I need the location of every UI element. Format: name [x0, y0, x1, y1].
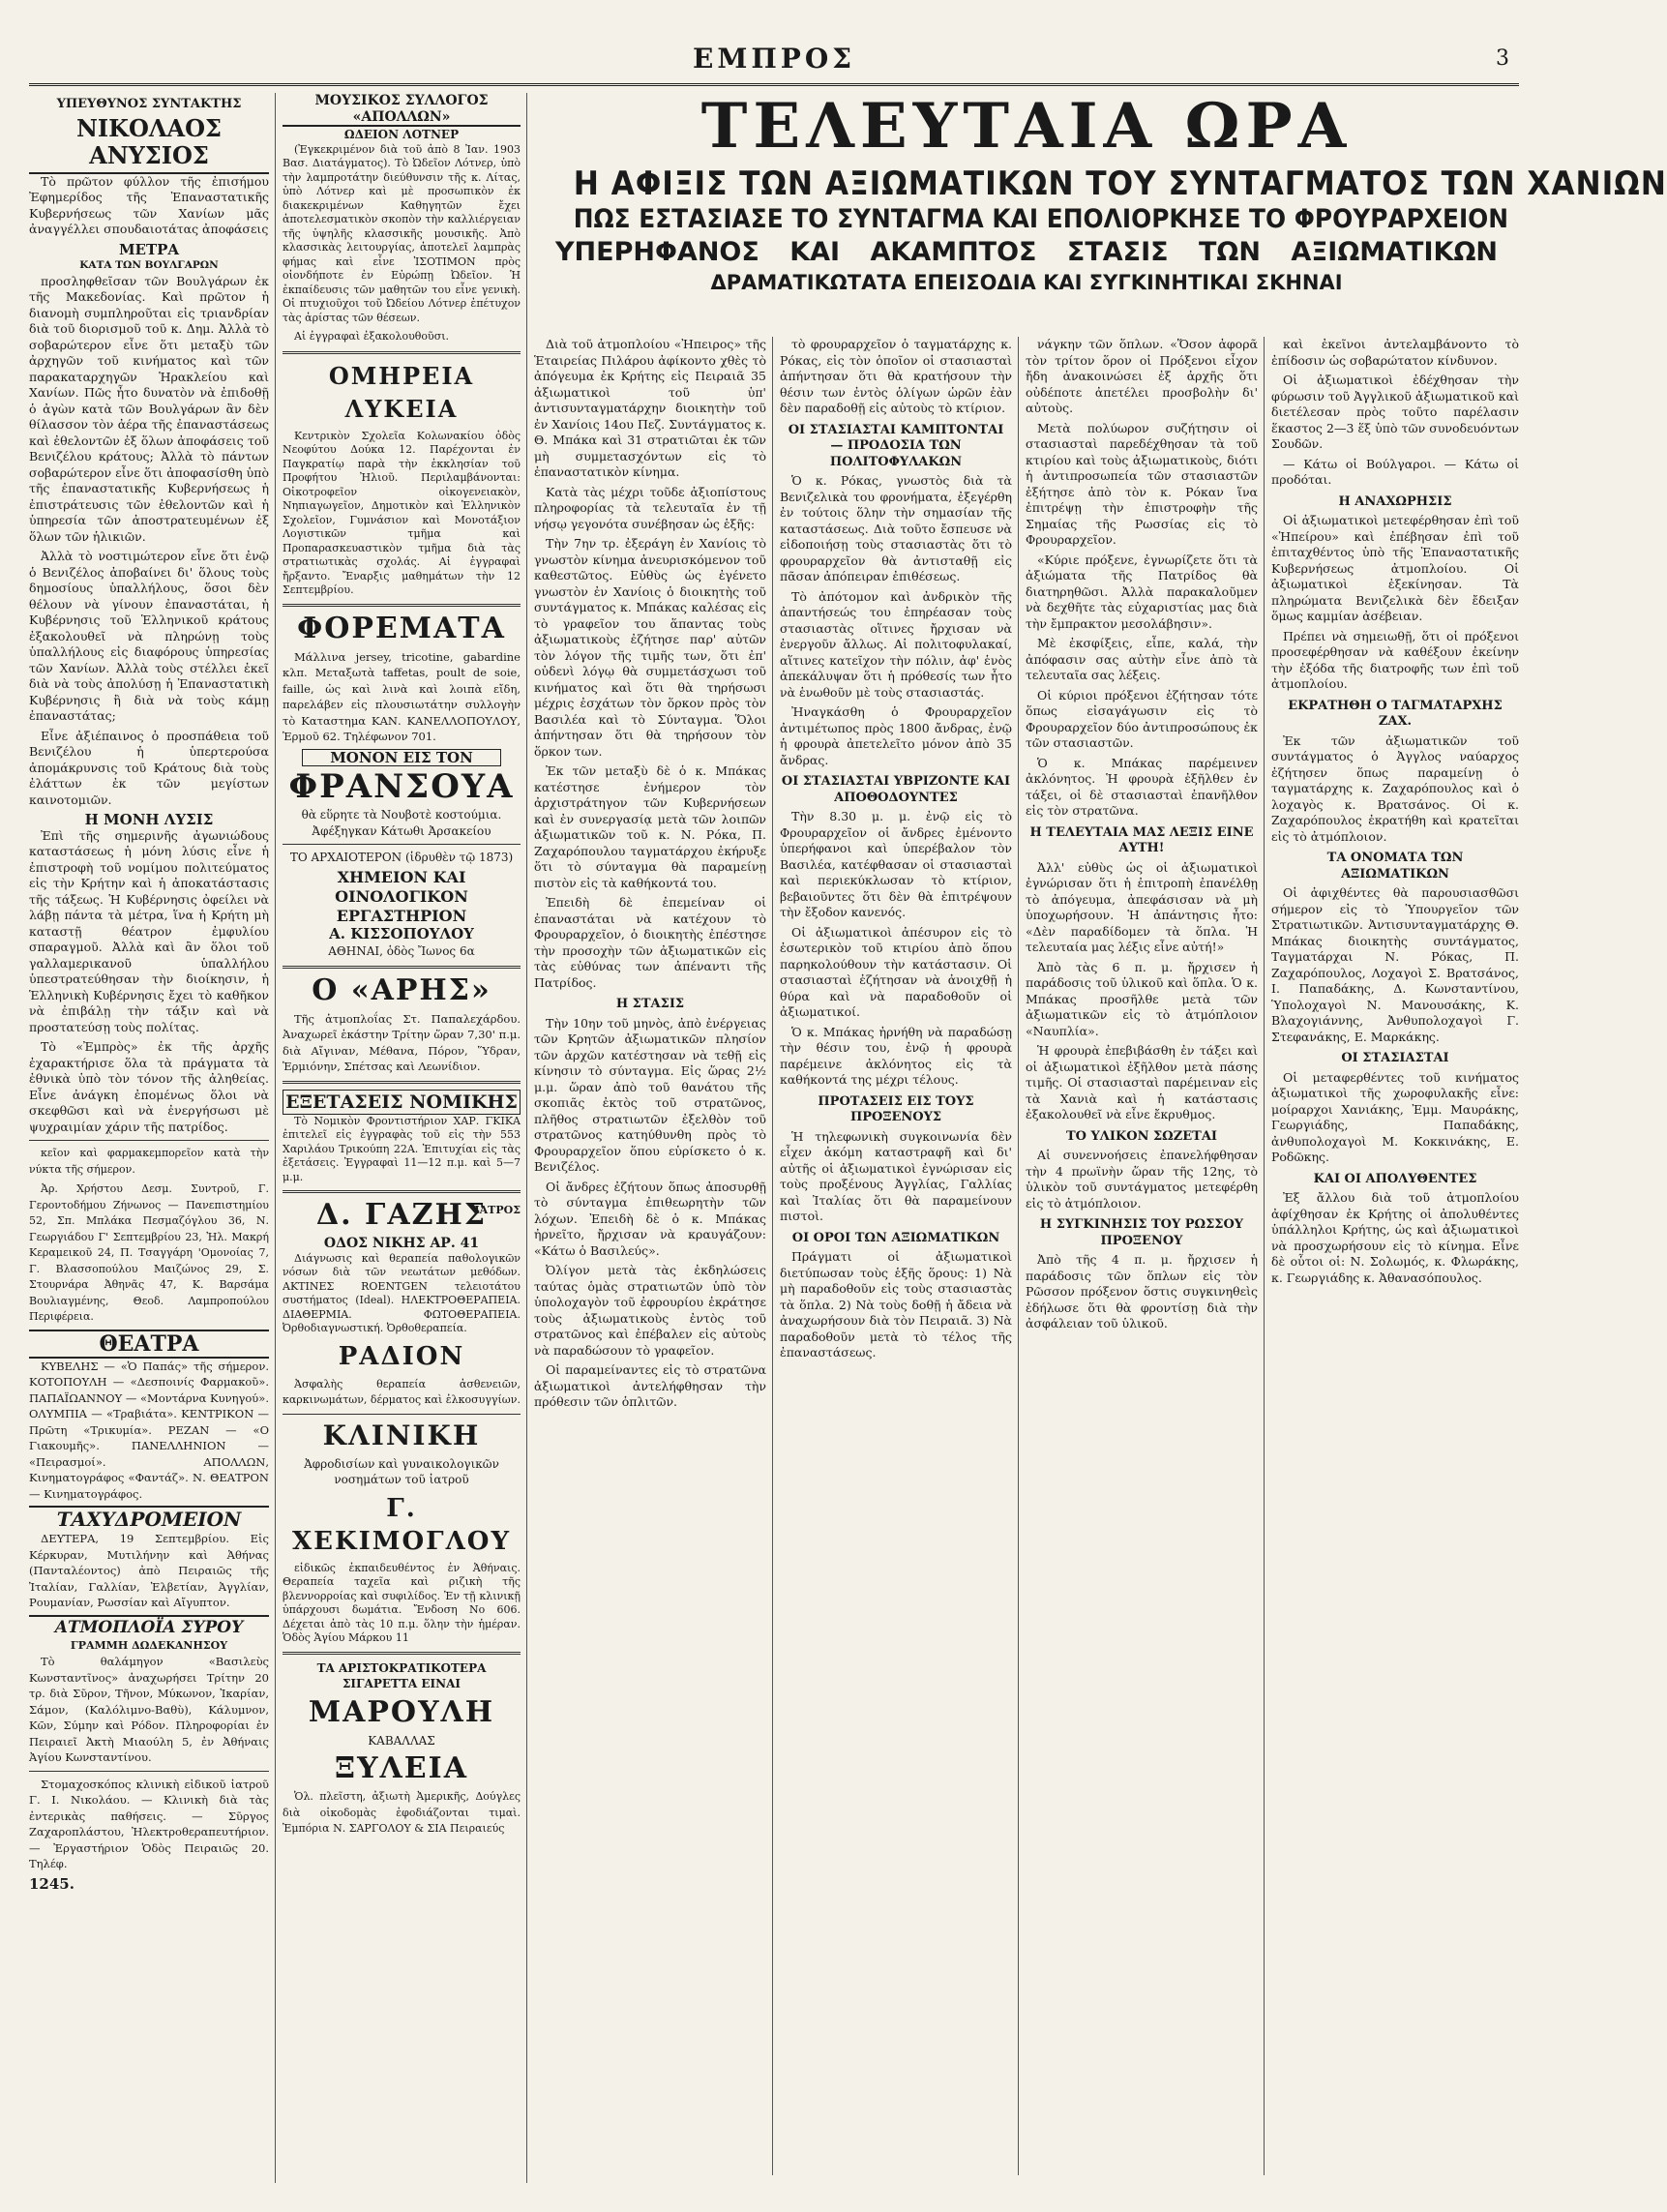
headline-line-5: ΔΡΑΜΑΤΙΚΩΤΑΤΑ ΕΠΕΙΣΟΔΙΑ ΚΑΙ ΣΥΓΚΙΝΗΤΙΚΑΙ ΣΚΗΝΑΙ [710, 271, 1343, 294]
xyleia-heading: ΞΥΛΕΙΑ [335, 1751, 468, 1785]
chem-heading: ΧΗΜΕΙΟΝ ΚΑΙ ΟΙΝΟΛΟΓΙΚΟΝ ΕΡΓΑΣΤΗΡΙΟΝ [335, 867, 468, 925]
chem-name: Α. ΚΙΣΣΟΠΟΥΛΟΥ [329, 924, 474, 942]
article-paragraph: «Κύριε πρόξενε, ἐγνωρίζετε ὅτι τὰ ἀξιώματα τῆς Πατρίδος θὰ διατηρηθῶσι. Ἀλλὰ παρακαλοῦμεν νὰ δεχθῆτε τὰς εὐχαριστίας μας διὰ τὴν ἔμπρακτον μεσολάβησιν». [1026, 552, 1258, 631]
article-paragraph: Οἱ παραμείναντες εἰς τὸ στρατῶνα ἀξιωματικοὶ ἀντελήφθησαν τὴν πρόθεσιν τῶν ὁπλιτῶν. [534, 1362, 766, 1409]
article-paragraph: Τὸ πρῶτον φύλλον τῆς ἐπισήμου Ἐφημερίδος τῆς Ἐπαναστατικῆς Κυβερνήσεως τῶν Χανίων μᾶς ἀναγγέλλει σπουδαιοτάτας ἀποφάσεις [29, 173, 269, 236]
radio-text: Ἀσφαλὴς θεραπεία ἀσθενειῶν, καρκινωμάτων, δέρματος καὶ ἐλκοσυγγίων. [283, 1377, 521, 1406]
article-paragraph: Ὁ κ. Μπάκας ἠρνήθη νὰ παραδώσῃ τὴν θέσιν του, ἐνῷ ἡ φρουρὰ παρέμεινε ἀκλόνητος εἰς τὰ καθήκοντά της μέχρι τέλους. [780, 1024, 1012, 1087]
pharmacy-list: Ἀρ. Χρήστου Δεσμ. Συντροῦ, Γ. Γεροντοδήμου Ζήνωνος — Πανεπιστημίου 52, Σπ. Μπλάκα Πεσμαζόγλου 36, Ν. Γεωργιάδου Γ' Σεπτεμβρίου 23, Ἠλ. Μακρή Κεραμεικοῦ 24, Π. Τσαγγάρη 'Ομονοίας 7, Γ. Βλασσοπούλου Μαιζώνος 29, Σ. Στουρνάρα Ἀθηνᾶς 47, Κ. Βαρσάμα Βουλιαγμένης, Θεοδ. Λαμπροπούλου Περιφέρεια. [29, 1182, 269, 1323]
section-heading: Η ΑΝΑΧΩΡΗΣΙΣ [1338, 493, 1452, 509]
article-paragraph: Τὸ ἀπότομον καὶ ἀνδρικὸν τῆς ἀπαντήσεώς του ἐπηρέασαν τοὺς στασιαστὰς οἵτινες ἤρχισαν νὰ ἐνεργοῦν ἄλλως. Αἱ πολιτοφυλακαί, αἵτινες κατεῖχον τὴν πόλιν, ἀφ' ἑνὸς ἀπεκάλυψαν ὅτι ἡ πρόθεσίς των ἦτο νὰ ἑνωθοῦν μὲ τοὺς στασιαστάς. [780, 588, 1012, 700]
divider [283, 351, 521, 354]
francoua-text: θὰ εὕρητε τὰ Νουβοτὲ κοστούμια. Ἀφέξηγκαν Κάτωθι Ἀρσακείου [301, 808, 502, 838]
article-paragraph: Οἱ ἄνδρες ἐζήτουν ὅπως ἀποσυρθῇ τὸ σύνταγμα ἐπιθεωρητὴν τῶν λόχων. Ἐπειδὴ δὲ ὁ κ. Μπάκας ἠρνεῖτο, ἤρχισαν νὰ κραυγάζουν: «Κάτω ὁ Βασιλεύς». [534, 1179, 766, 1258]
article-paragraph: Ὁ κ. Μπάκας παρέμεινεν ἀκλόνητος. Ἡ φρουρὰ ἐξῆλθεν ἐν τάξει, οἱ δὲ στασιασταὶ ἐπανῆλθον εἰς τὸν στρατῶνα. [1026, 755, 1258, 818]
section-heading: ΟΙ ΟΡΟΙ ΤΩΝ ΑΞΙΩΜΑΤΙΚΩΝ [791, 1230, 1000, 1245]
divider [283, 966, 521, 969]
article-paragraph: Οἱ ἀξιωματικοὶ ἐδέχθησαν τὴν φύρωσιν τοῦ Ἀγγλικοῦ ἀξιωματικοῦ καὶ διετέλεσαν πρὸς τοῦτο παρέλασιν ἕκαστος 2—3 ἕξ ὑπὸ τῶν συνοδευόντων Σουδῶν. [1271, 373, 1519, 451]
gazis-address: ΟΔΟΣ ΝΙΚΗΣ ΑΡ. 41 [323, 1236, 480, 1251]
article-paragraph: Ἐπειδὴ δὲ ἐπεμείναν οἱ ἐπαναστάται νὰ κατέχουν τὸ Φρουραρχεῖον, ὁ διοικητὴς ἐπέστησε τὴν προσοχὴν τῶν ἀξιωματικῶν εἰς τὰς εὐθύνας των ἀπέναντι τῆς Πατρίδος. [534, 895, 766, 990]
article-paragraph: Τὴν 10ην τοῦ μηνὸς, ἀπὸ ἐνέργειας τῶν Κρητῶν ἀξιωματικῶν πλησίον τῶν ἀρχῶν κατέστησαν νὰ τεθῇ εἰς κίνησιν τὸ σύνταγμα. Εἰς ὥρας 2½ μ.μ. ὥραν ἀπὸ τοῦ θανάτου τῆς σκοπιᾶς ἐκτὸς τοῦ στρατῶνος, πλῆθος στρατιωτῶν ἐξελθὸν τοῦ στρατῶνος κατηύθυνθη πρὸς τὸ Φρουραρχεῖον ὅπου εὑρίσκετο ὁ κ. Βενιζέλος. [534, 1015, 766, 1174]
article-paragraph: Πρέπει νὰ σημειωθῇ, ὅτι οἱ πρόξενοι προσεφέρθησαν νὰ καθέξουν ἐκείνην τὴν ἐξόδα τῆς διατροφῆς των ἐπὶ τοῦ ἀτμοπλοίου. [1271, 628, 1519, 691]
ares-heading: Ο «ΑΡΗΣ» [312, 972, 491, 1007]
article-paragraph: Ἀλλὰ τὸ νοστιμώτερον εἶνε ὅτι ἐνῷ ὁ Βενιζέλος ἀποβαίνει δι' ὅλους τοὺς δημοσίους ὑπαλλήλους, ὅσοι δὲν θέλουν νὰ γίνουν ἐπαναστάται, ἡ Κυβέρνησις τοῦ Ἑλληνικοῦ κράτους ἐξακολουθεῖ νὰ πληρώνῃ τοὺς ὑπαλλήλους εἰς διαφόρους ὑπηρεσίας τῶν Χανίων. Ἀλλὰ τοὺς στέλλει ἐκεῖ διὰ νὰ τοὺς ἀπολύσῃ ἡ Ἐπαναστατικὴ Κυβέρνησις ἢ διὰ νὰ τοὺς κάμῃ ἐπαναστάτας; [29, 549, 269, 723]
ships-heading: ΑΤΜΟΠΛΟΪΑ ΣΥΡΟΥ [29, 1615, 269, 1638]
divider [283, 1414, 521, 1415]
gazis-tag: ΙΑΤΡΟΣ [474, 1204, 521, 1216]
xeki-text: εἰδικῶς ἐκπαιδευθέντος ἐν Ἀθήναις. Θεραπεία ταχεῖα καὶ ριζικὴ τῆς βλεννορροίας καὶ συφιλίδος. Ἐν τῇ κλινικῇ ὑπάρχουσι δωμάτια. Ἔνδοση Νο 606. Δέχεται ἀπὸ τὰς 10 π.μ. ὅλην τὴν ἡμέραν. Ὁδὸς Ἁγίου Μάρκου 11 [283, 1561, 521, 1644]
article-paragraph: Ἀπὸ τὰς 6 π. μ. ἤρχισεν ἡ παράδοσις τοῦ ὑλικοῦ καὶ ὅπλα. Ὁ κ. Μπάκας προσῆλθε μετὰ τῶν ἀξιωματικῶν εἰς τὸ ἀτμόπλοιον «Ναυπλία». [1026, 959, 1258, 1038]
divider [283, 1652, 521, 1655]
xeki-heading: Γ. ΧΕΚΙΜΟΓΛΟΥ [291, 1493, 512, 1556]
article-paragraph: Πράγματι οἱ ἀξιωματικοὶ διετύπωσαν τοὺς ἑξῆς ὅρους: 1) Νὰ μὴ παραδοθοῦν εἰς τοὺς στασιαστὰς τὰ ὅπλα. 2) Νὰ τοὺς δοθῇ ἡ ἄδεια νὰ ἀναχωρήσουν διὰ τὸν Πειραιᾶ. 3) Νὰ παραδοθοῦν μετὰ τὸ τέλος τῆς ἐπαναστάσεως. [780, 1249, 1012, 1360]
newspaper-page [29, 39, 1667, 2187]
theatres-list: ΚΥΒΕΛΗΣ — «Ὁ Παπάς» τῆς σήμερον. ΚΟΤΟΠΟΥΛΗ — «Δεσποινίς Φαρμακοῦ». ΠΑΠΑΪΩΑΝΝΟΥ — «Μοντάρνα Κυνηγού». ΟΛΥΜΠΙΑ — «Τραβιάτα». ΚΕΝΤΡΙΚΟΝ — Πρῶτη «Τρικυμία». ΡΕΖΑΝ — «Ο Γιακουμῆς». ΠΑΝΕΛΛΗΝΙΟΝ — «Πειρασμοί». ΑΠΟΛΛΩΝ, Κινηματογράφος «Φαντάζ». Ν. ΘΕΑΤΡΟΝ — Κινηματογράφος. [29, 1359, 269, 1501]
section-heading: Η ΤΕΛΕΥΤΑΙΑ ΜΑΣ ΛΕΞΙΣ ΕΙΝΕ ΑΥΤΗ! [1029, 824, 1254, 855]
francoua-heading: ΦΡΑΝΣΟΥΑ [288, 767, 515, 806]
divider [283, 844, 521, 845]
page-number: 3 [1496, 46, 1509, 71]
article-paragraph: Οἱ ἀφιχθέντες θὰ παρουσιασθῶσι σήμερον εἰς τὸ Ὑπουργεῖον τῶν Στρατιωτικῶν. Ἀντισυνταγματάρχης Θ. Μπάκας διοικητὴς συντάγματος, Ταγματάρχαι Ν. Ρόκας, Π. Ζαχαρόπουλος, Λοχαγοὶ Σ. Βρατσάνος, Ι. Παπαδάκης, Δ. Κωνσταντίνου, Ὑπολοχαγοὶ Ν. Μανουσάκης, Κ. Βλαχογιάννης, Ἀνθυπολοχαγοὶ Γ. Στεφανάκης, Ε. Μαρκάκης. [1271, 885, 1519, 1044]
article-paragraph: τὸ φρουραρχεῖον ὁ ταγματάρχης κ. Ρόκας, εἰς τὸν ὁποῖον οἱ στασιασταὶ ἀπήντησαν ὅτι θὰ κρατήσουν τὴν θέσιν των ἐντὸς ὁλίγων ὡρῶν ἐὰν δὲν παραδοθῇ εἰς αὐτοὺς τὸ κτίριον. [780, 337, 1012, 415]
post-heading: ΤΑΧΥΔΡΟΜΕΙΟΝ [29, 1506, 269, 1531]
column-1 [29, 93, 276, 2183]
society-subheading: ΩΔΕΙΟΝ ΛΟΤΝΕΡ [343, 128, 460, 141]
main-story [534, 90, 1667, 2183]
divider [283, 1081, 521, 1084]
article-paragraph: Διὰ τοῦ ἀτμοπλοίου «Ἠπειρος» τῆς Ἑταιρείας Πιλάρου ἀφίκοντο χθὲς τὸ ἀπόγευμα ἐκ Κρήτης εἰς Πειραιᾶ 35 ἀξιωματικοὶ τοῦ ὑπ' ἀντισυνταγματάρχην διοικητὴν τοῦ ἐν Χανίοις 14ου Πεζ. Συντάγματος κ. Θ. Μπάκα καὶ 31 στρατιῶται ἐκ τῶν μὴ συμμετασχόντων εἰς τὸ ἐπαναστατικὸν κίνημα. [534, 337, 766, 479]
section-heading: Η ΣΤΑΣΙΣ [615, 997, 685, 1011]
main-headline: ΤΕΛΕΥΤΑΙΑ ΩΡΑ [700, 90, 1353, 163]
doctor-ad: Στομαχοσκόπος κλινικὴ εἰδικοῦ ἰατροῦ Γ. Ι. Νικολάου. — Κλινικὴ διὰ τὰς ἐντερικὰς παθήσεις. — Σῦργος Ζαχαροπλάστου, Ἠλεκτροθεραπευτήριον. — Ἐργαστήριον Ὁδὸς Πειραιῶς 20. Τηλέφ. [29, 1777, 269, 1870]
side-heading: ΜΕΤΡΑ [118, 240, 180, 258]
gazis-block [283, 1199, 521, 1232]
theatres-heading: ΘΕΑΤΡΑ [29, 1330, 269, 1359]
article-paragraph: Τὴν 7ην τρ. ἐξεράγη ἐν Χανίοις τὸ γνωστὸν κίνημα ἀνευρισκόμενον τοῦ καθεστῶτος. Εὐθὺς ὡς ἐγένετο γνωστὸν ἐν Χανίοις ὁ διοικητὴς τοῦ συντάγματος κ. Μπάκας καλέσας εἰς τὸ γραφεῖον του ἅπαντας τοὺς ἀξιωματικοὺς ἐζήτησε παρ' αὐτῶν τὸν λόγον τῆς τιμῆς των, ὅτι ἐπ' οὐδενὶ λόγῳ θὰ συμμετάσχωσι τοῦ κινήματος καὶ ὅτι θὰ τηρήσωσι μέχρις ἐσχάτων τὸν ὅρκον πρὸς τὸν Βασιλέα καὶ τὸ Σύνταγμα. Ὅλοι ἀπήντησαν ὅτι θὰ τηρήσουν τὸν ὅρκον των. [534, 536, 766, 759]
society-note: Αἱ ἐγγραφαὶ ἐξακολουθοῦσι. [294, 330, 450, 343]
society-text: (Ἐγκεκριμένον διὰ τοῦ ἀπὸ 8 Ἰαν. 1903 Βασ. Διατάγματος). Τὸ Ὠδεῖον Λότνερ, ὑπὸ τὴν λαμπροτάτην διεύθυνσιν τῆς κ. Λίτας, ὑπὸ Λότνερ καὶ μὲ προσωπικὸν ἐκ διακεκριμένων Καθηγητῶν ἔχει ἀποτελεσματικὸν σκοπὸν τὴν καλλιέργειαν τῆς ὑψηλῆς κλασσικῆς μουσικῆς. Ἀπὸ κλασσικὰς λειτουργίας, ἀποτελεῖ λαμπρὰς φήμας καὶ εἶνε ἸΣΟΤΙΜΟΝ πρὸς οἰονδήποτε ἐν Εὐρώπῃ Ὠδεῖον. Ἡ ἐκπαίδευσις τῶν μαθητῶν του εἶνε γενικὴ. Οἱ πτυχιοῦχοι τοῦ Ὠδείου Λότνερ ἐπέτυχον τὰς ἀρίστας τῶν θέσεων. [283, 142, 521, 324]
article-paragraph: Εἶνε ἀξιέπαινος ὁ προσπάθεια τοῦ Βενιζέλου ἡ ὑπερτερούσα ἀπομάκρυνσις τοῦ Κράτους διὰ τοὺς ἐλάττων ἐκ τῶν μεγίστων καινοτομιῶν. [29, 728, 269, 807]
masthead-title: ΕΜΠΡΟΣ [692, 43, 856, 75]
article-paragraph: Μὲ ἐκσφίξεις, εἶπε, καλά, τὴν ἀπόφασιν σας αὐτὴν εἶνε ἀπὸ τὰ τελευταῖα σας λέξεις. [1026, 636, 1258, 682]
headline-line-2: Η ΑΦΙΞΙΣ ΤΩΝ ΑΞΙΩΜΑΤΙΚΩΝ ΤΟΥ ΣΥΝΤΑΓΜΑΤΟΣ ΤΩΝ ΧΑΝΙΩΝ [573, 164, 1667, 203]
notice-text: κεῖον καὶ φαρμακεμπορεῖον κατὰ τὴν νύκτα τῆς σήμερον. [29, 1147, 269, 1176]
article-paragraph: Τὴν 8.30 μ. μ. ἐνῷ εἰς τὸ Φρουραρχεῖον οἱ ἄνδρες ἐμένοντο ὑπερήφανοι καὶ ὑπερέβαλον τὸν Βασιλέα, κατέφθασαν οἱ στασιασταὶ καὶ περιεκύκλωσαν τὸ κτίριον, βεβαιοῦντες ὅτι δὲν θὰ ἐπιτρέψουν τὴν ἔξοδον κανενός. [780, 809, 1012, 919]
article-paragraph: Ἐκ τῶν μεταξὺ δὲ ὁ κ. Μπάκας κατέστησε ἐνήμερον τὸν ἀρχιστράτηγον τῶν Κυβερνήσεων καὶ ἐν συνεργασίᾳ μετὰ τῶν λοιπῶν ἀξιωματικῶν τοῦ κ. Ν. Ρόκα, Π. Ζαχαρόπουλου ταγματάρχου ἐκήρυξε ὅτι τὸ σύνταγμα θὰ παραμείνῃ πιστὸν εἰς τὰ καθήκοντά του. [534, 763, 766, 890]
society-heading: ΜΟΥΣΙΚΟΣ ΣΥΛΛΟΓΟΣ «ΑΠΟΛΛΩΝ» [283, 93, 521, 127]
section-heading: ΟΙ ΣΤΑΣΙΑΣΤΑΙ ΚΑΜΠΤΟΝΤΑΙ — ΠΡΟΔΟΣΙΑ ΤΩΝ ΠΟΛΙΤΟΦΥΛΑΚΩΝ [788, 422, 1004, 469]
cig-sub: ΚΑΒΑΛΛΑΣ [368, 1733, 435, 1748]
section-heading: ΤΑ ΟΝΟΜΑΤΑ ΤΩΝ ΑΞΙΩΜΑΤΙΚΩΝ [1326, 851, 1464, 882]
headline-line-3: ΠΩΣ ΕΣΤΑΣΙΑΣΕ ΤΟ ΣΥΝΤΑΓΜΑ ΚΑΙ ΕΠΟΛΙΟΡΚΗΣΕ ΤΟ ΦΡΟΥΡΑΡΧΕΙΟΝ [573, 204, 1509, 234]
headline-line-4: ΥΠΕΡΗΦΑΝΟΣ ΚΑΙ ΑΚΑΜΠΤΟΣ ΣΤΑΣΙΣ ΤΩΝ ΑΞΙΩΜΑΤΙΚΩΝ [555, 237, 1498, 267]
radio-heading: ΡΑΔΙΟΝ [338, 1341, 465, 1371]
article-paragraph: Ἠναγκάσθη ὁ Φρουραρχεῖον ἀντιμέτωπος πρὸς 1800 ἄνδρας, ἐνῷ ἡ φρουρὰ ἀπετελεῖτο μόνον ἀπὸ 35 ἄνδρας. [780, 704, 1012, 767]
ships-text: Τὸ θαλάμηγον «Βασιλεὺς Κωνσταντῖνος» ἀναχωρήσει Τρίτην 20 τρ. διὰ Σῦρον, Τῆνον, Μύκωνον, Ἰκαρίαν, Σάμον, (Καλόλιμνο-Βαθὺ), Κάλυμνον, Κῶν, Σύμην καὶ Ρόδον. Πληροφορίαι ἐν Πειραιεῖ Ἀκτὴ Μιαούλη 5, ἐν Ἀθήναις Ἀγίου Κωνσταντίνου. [29, 1655, 269, 1764]
footer-number: 1245. [29, 1874, 74, 1893]
section-heading: ΟΙ ΣΤΑΣΙΑΣΤΑΙ [1341, 1051, 1449, 1065]
gazis-text: Διάγνωσις καὶ θεραπεία παθολογικῶν νόσων διὰ τῶν νεωτάτων μεθόδων. ΑΚΤΙΝΕΣ ROENTGEN τελειοτάτου συστήματος (Ideal). ΗΛΕΚΤΡΟΘΕΡΑΠΕΙΑ. ΔΙΑΘΕΡΜΙΑ. ΦΩΤΟΘΕΡΑΠΕΙΑ. Ὀρθοδιαγνωστική. Ὀρθοθεραπεία. [283, 1251, 521, 1334]
masthead [29, 39, 1519, 86]
francoua-pre: ΜΟΝΟΝ ΕΙΣ ΤΟΝ [302, 749, 501, 767]
article-paragraph: Οἱ μεταφερθέντες τοῦ κινήματος ἀξιωματικοὶ τῆς χωροφυλακῆς εἶνε: μοίραρχοι Χανιάκης, Ἐμμ. Μαυράκης, Γεωργιάδης, Παπαδάκης, ἀνθυπολοχαγοὶ Μ. Κοκκινάκης, Ε. Ροδῶκης. [1271, 1069, 1519, 1164]
subcolumn-2 [780, 337, 1019, 2175]
article-paragraph: Ἡ φρουρὰ ἐπεβιβάσθη ἐν τάξει καὶ οἱ ἀξιωματικοὶ ἐξῆλθον μετὰ πάσης τιμῆς. Οἱ στασιασταὶ παρέμειναν εἰς τὰ Χανιὰ καὶ ἡ κατάστασις ἐξακολουθεῖ νὰ εἶνε ἔκρυθμος. [1026, 1043, 1258, 1121]
article-paragraph: Ἐξ ἄλλου διὰ τοῦ ἀτμοπλοίου ἀφίχθησαν ἐκ Κρήτης οἱ ἀπολυθέντες ὑπάλληλοι Κρήτης, ὡς καὶ ἀξιωματικοὶ νὰ προσχωρήσουν εἰς τὸ κίνημα. Εἶνε δὲ οὗτοι οἱ: Ν. Σολωμός, κ. Φλωράκης, κ. Γεωργιάδης κ. Ἀθανασόπουλος. [1271, 1190, 1519, 1285]
gazis-heading: Δ. ΓΑΖΗΣ [315, 1198, 488, 1232]
section-heading: ΕΚΡΑΤΗΘΗ Ο ΤΑΓΜΑΤΑΡΧΗΣ ΖΑΧ. [1288, 698, 1503, 729]
foremata-heading: ΦΟΡΕΜΑΤΑ [297, 611, 506, 645]
article-paragraph: Κατὰ τὰς μέχρι τοῦδε ἀξιοπίστους πληροφορίας τὰ τελευταῖα ἐν τῇ νήσῳ γεγονότα συνέβησαν ὡς ἑξῆς: [534, 484, 766, 531]
omireia-text: Κεντρικὸν Σχολεῖα Κολωνακίου ὁδὸς Νεοφύτου Δούκα 12. Παρέχονται ἐν Παγκρατίῳ παρὰ τὴν ἐκκλησίαν τοῦ Προφήτου Ἠλιοῦ. Περιλαμβάνονται: Οἰκοτροφεῖον οἰκογενειακὸν, Νηπιαγωγεῖον, Δημοτικὸν καὶ Ἑλληνικὸν Σχολεῖον, Γυμνάσιον καὶ Μονοτάξιον Λογιστικῶν τμῆμα καὶ Προπαρασκευαστικὸν τμῆμα διὰ τὰς στρατιωτικὰς σχολάς. Αἱ ἐγγραφαὶ ἤρξαντο. Ἔναρξις μαθημάτων τὴν 12 Σεπτεμβρίου. [283, 429, 521, 596]
subcolumn-1 [534, 337, 773, 2175]
kliniki-text: Ἀφροδισίων καὶ γυναικολογικῶν νοσημάτων τοῦ ἰατροῦ [304, 1456, 499, 1486]
xyleia-text: Ὁλ. πλεῖστη, ἀξιωτὴ Ἀμερικῆς, Δούγλες διὰ οἰκοδομὰς ἐφοδιάζονται τιμαὶ. Ἐμπόρια Ν. ΣΑΡΓΟΛΟΥ & ΣΙΑ Πειραιεύς [283, 1790, 521, 1835]
article-paragraph: Μετὰ πολύωρον συζήτησιν οἱ στασιασταὶ παρεδέχθησαν τὰ τοῦ κτιρίου καὶ τοὺς ἀξιωματικοὺς, διότι ἡ ἀντιπροσωπεία τῶν στασιαστῶν ἐξήτησε ἀπὸ τὸν κ. Ρόκαν ἵνα ἐπιτρέψῃ τὴν ἐπιστροφὴν τῆς Σημαίας τῆς Ρωσσίας εἰς τὸ Φρουραρχεῖον. [1026, 420, 1258, 547]
editor-name: ΝΙΚΟΛΑΟΣ ΑΝΥΣΙΟΣ [29, 115, 269, 174]
divider [283, 604, 521, 607]
foremata-text: Μάλλινα jersey, tricotine, gabardine κλπ. Μεταξωτὰ taffetas, poult de soie, faille, ὡς καὶ λινὰ καὶ λοιπὰ εἴδη, παρελάβεν εἰς πλουσιωτάτην συλλογὴν τὸ Καταστημα ΚΑΝ. ΚΑΝΕΛΛΟΠΟΥΛΟΥ, Ἑρμοῦ 62. Τηλέφωνον 701. [283, 649, 521, 743]
subcolumn-3 [1026, 337, 1265, 2175]
article-paragraph: Ἐπὶ τῆς σημερινῆς ἀγωνιώδους καταστάσεως ἡ μόνη λύσις εἶνε ἡ ἐπιστροφὴ τοῦ νομίμου πολιτεύματος εἰς τὴν Κρήτην καὶ ἡ ἀποκατάστασις τῆς τάξεως. Ἡ Κυβέρνησις ὀφείλει νὰ λάβῃ πάντα τὰ μέτρα, ἵνα ἡ Κρήτη μὴ καταστῇ θέατρον ἐμφυλίου σπαραγμοῦ. Ἀλλὰ καὶ ἂν ὅλοι τοῦ γαλλαμερικανοῦ ὑπαλλήλου ὑπεστρατεύθησαν τὴν διοίκησιν, ἡ Ἑλληνικὴ Κυβέρνησις ἔχει τὸ καθῆκον νὰ ἐπιβάλῃ τὴν τάξιν καὶ νὰ προστατεύσῃ τοὺς πολίτας. [29, 827, 269, 1034]
ares-text: Τῆς ἀτμοπλοΐας Στ. Παπαλεχάρδου. Ἀναχωρεῖ ἑκάστην Τρίτην ὥραν 7,30' π.μ. διὰ Αἴγιναν, Μέθανα, Πόρον, Ὕδραν, Ἑρμιόνην, Σπέτσας καὶ Λεωνίδιον. [283, 1011, 521, 1073]
article-paragraph: Ὀλίγον μετὰ τὰς ἐκδηλώσεις ταύτας ὁμὰς στρατιωτῶν ὑπὸ τὸν ὑπολοχαγὸν τοῦ ἐφρουρίου ἐκράτησε τοὺς ἀξιωματικοὺς ἐντὸς τοῦ στρατῶνος καὶ ἐπέβαλεν εἰς αὐτοὺς νὰ παραδώσουν τὸ γραφεῖον. [534, 1263, 766, 1358]
exams-heading: ΕΞΕΤΑΣΕΙΣ ΝΟΜΙΚΗΣ [283, 1090, 521, 1115]
article-paragraph: Ἀπὸ τῆς 4 π. μ. ἤρχισεν ἡ παράδοσις τῶν ὅπλων εἰς τὸν Ρῶσσον πρόξενον ὅστις συγκινηθεὶς ἐδήλωσε ὅτι θὰ φροντίσῃ διὰ τὴν ἀσφάλειαν τοῦ ὑλικοῦ. [1026, 1252, 1258, 1330]
article-paragraph: Ἐκ τῶν ἀξιωματικῶν τοῦ συντάγματος ὁ Ἀγγλος ναύαρχος ἐζήτησεν ὅπως παραμείνῃ ὁ ταγματάρχης κ. Ζαχαρόπουλος καὶ ὁ λοχαγὸς κ. Βρατσάνος. Οἱ κ. Ζαχαρόπουλος ἐκρατήθη καὶ κρατεῖται εἰς τὸ ἀτμόπλοιον. [1271, 732, 1519, 844]
article-paragraph: Ἡ τηλεφωνικὴ συγκοινωνία δὲν εἶχεν ἀκόμη καταστραφῆ καὶ δι' αὐτῆς οἱ ἀξιωματικοὶ ἐγνώρισαν εἰς τοὺς προξένους Ἀγγλίας, Γαλλίας καὶ Ἰταλίας ὅτι θὰ παραμείνουν πιστοὶ. [780, 1128, 1012, 1223]
section-heading: ΠΡΟΤΑΣΕΙΣ ΕΙΣ ΤΟΥΣ ΠΡΟΞΕΝΟΥΣ [818, 1093, 974, 1124]
cig-pre: ΤΑ ΑΡΙΣΤΟΚΡΑΤΙΚΟΤΕΡΑ ΣΙΓΑΡΕΤΤΑ ΕΙΝΑΙ [316, 1660, 487, 1690]
divider [29, 1771, 269, 1772]
article-paragraph: — Κάτω οἱ Βούλγαροι. — Κάτω οἱ προδόται. [1271, 456, 1519, 487]
article-paragraph: Αἱ συνεννοήσεις ἐπανελήφθησαν τὴν 4 πρωϊνὴν ὥραν τῆς 12ης, τὸ ὑλικὸν τοῦ συντάγματος μετεφέρθη εἰς τὸ ἀτμόπλοιον. [1026, 1148, 1258, 1211]
section-heading: Η ΣΥΓΚΙΝΗΣΙΣ ΤΟΥ ΡΩΣΣΟΥ ΠΡΟΞΕΝΟΥ [1039, 1217, 1244, 1248]
divider [29, 1140, 269, 1141]
article-paragraph: Οἱ ἀξιωματικοὶ ἀπέσυρον εἰς τὸ ἐσωτερικὸν τοῦ κτιρίου ἀπὸ ὅπου παρηκολούθουν τὴν κατάστασιν. Οἱ στασιασταὶ ἐζήτησαν νὰ ἀνοιχθῇ ἡ θύρα καὶ νὰ παραδοθοῦν οἱ ἀξιωματικοί. [780, 924, 1012, 1019]
section-heading: ΤΟ ΥΛΙΚΟΝ ΣΩΖΕΤΑΙ [1065, 1128, 1217, 1144]
article-paragraph: Οἱ κύριοι πρόξενοι ἐζήτησαν τότε ὅπως εἰσαγάγωσιν εἰς τὸ Φρουραρχεῖον δύο ἀντιπροσώπους ἐκ τῶν στασιαστῶν. [1026, 687, 1258, 750]
chem-address: ΑΘΗΝΑΙ, ὁδὸς Ἴωνος 6α [328, 944, 475, 958]
article-paragraph: Τὸ «Ἐμπρὸς» ἐκ τῆς ἀρχῆς ἐχαρακτήρισε ὅλα τὰ πράγματα τὰ ἐθνικὰ ὑπὸ τὸν τόνον τῆς ἀληθείας. Εἶνε ἀνάγκη ἐπομένως ὅλοι νὰ σκεφθῶσι καὶ νὰ ἐνεργήσωσι μὲ ψυχραιμίαν χάριν τῆς πατρίδος. [29, 1039, 269, 1134]
article-paragraph: προσληφθεῖσαν τῶν Βουλγάρων ἐκ τῆς Μακεδονίας. Καὶ πρῶτον ἡ διανομὴ συμπληροῦται εἰς τριανδρίαν διὰ τοῦ διορισμοῦ τοῦ κ. Δημ. Ἀλλὰ τὸ σοβαρώτερον εἶνε ὅτι μεταξὺ τῶν ἀρχηγῶν τοῦ κινήματος καὶ τῶν παρακαταρχηγῶν Ἡρακλείου καὶ Χανίων. Πῶς ἦτο δυνατὸν νὰ ἐπιδοθῇ ὁ ἀγὼν κατὰ τῶν Βουλγάρων ἂν δὲν θίλασσον τὸν ἀέρα τῆς ἐπαναστάσεως καὶ ἐθελοντῶν ἐξ ὅλων ἀποφάσεις τοῦ Βενιζέλου κράτους; Ἀλλὰ τὸ πάντων σοβαρώτερον εἶνε ὅτι ἀποφασίσθη ὑπὸ τῆς ἐπαναστατικῆς Κυβερνήσεως ἡ ἐπιστράτευσις τῶν ἐθελοντῶν καὶ ἡ ὑπηρεσία τῶν ἀποστρατευμένων ἐξ ὅλων τῶν ἡλικιῶν. [29, 273, 269, 544]
article-paragraph: Οἱ ἀξιωματικοὶ μετεφέρθησαν ἐπὶ τοῦ «Ἠπείρου» καὶ ἐπέβησαν ἐπὶ τοῦ ἐπιταχθέντος ὑπὸ τῆς Ἐπαναστατικῆς Κυβερνήσεως ἀτμοπλοίου. Οἱ ἀξιωματικοὶ ἐξεκίνησαν. Τὰ πληρώματα Βενιζελικὰ δὲν ἔδειξαν ὅμως καμμίαν ἀσέβειαν. [1271, 513, 1519, 623]
article-paragraph: νάγκην τῶν ὅπλων. «Ὅσον ἀφορᾶ τὸν τρίτον ὅρον οἱ Πρόξενοι εἶχον ἤδη ἀνακοινώσει ἐξ ἀρχῆς ὅτι οὐδέποτε ἀπετέλει προσβολὴν δι' αὐτοὺς. [1026, 337, 1258, 415]
exams-text: Τὸ Νομικὸν Φροντιστήριον ΧΑΡ. ΓΚΙΚΑ ἐπιτελεῖ εἰς ἐγγραφὰς τοῦ εἰς τὴν 553 Χαριλάου Τρικούπη 22Α. Ἐπιτυχίαι εἰς τὰς ἐξετάσεις. Ἐγγραφαὶ 11—12 π.μ. καὶ 5—7 μ.μ. [283, 1114, 521, 1183]
omireia-heading: ΟΜΗΡΕΙΑ ΛΥΚΕΙΑ [328, 361, 475, 423]
article-paragraph: Ἀλλ' εὐθὺς ὡς οἱ ἀξιωματικοὶ ἐγνώρισαν ὅτι ἡ ἐπιτροπὴ ἐπανέλθῃ τὸ ἀπόγευμα, ἀπεφάσισαν νὰ μὴ ὑποχωρήσουν. Ἡ ἀπάντησις ἦτο: «Δὲν παραδίδομεν τὰ ὅπλα. Ἡ τελευταία μας λέξις εἶνε αὐτή!» [1026, 859, 1258, 954]
section-heading: ΚΑΙ ΟΙ ΑΠΟΛΥΘΕΝΤΕΣ [1313, 1171, 1477, 1186]
divider [283, 1190, 521, 1193]
post-text: ΔΕΥΤΕΡΑ, 19 Σεπτεμβρίου. Εἰς Κέρκυραν, Μυτιλήνην καὶ Ἀθήνας (Πανταλέοντος) ἀπὸ Πειραιῶς τῆς Ἰταλίαν, Γαλλίαν, Ἑλβετίαν, Ἀγγλίαν, Ρουμανίαν, Ρωσσίαν καὶ Αἴγυπτον. [29, 1532, 269, 1609]
ships-subheading: ΓΡΑΜΜΗ ΔΩΔΕΚΑΝΗΣΟΥ [70, 1638, 228, 1652]
main-subcolumns [534, 337, 1519, 2175]
section-heading: ΟΙ ΣΤΑΣΙΑΣΤΑΙ ΥΒΡΙΖΟΝΤΕ ΚΑΙ ΑΠΟΘΟΔΟΥΝΤΕΣ [781, 774, 1011, 805]
kliniki-heading: ΚΛΙΝΙΚΗ [322, 1419, 481, 1451]
column-2 [283, 93, 527, 2183]
subcolumn-4 [1271, 337, 1519, 2175]
section-heading: Η ΜΟΝΗ ΛΥΣΙΣ [84, 811, 214, 828]
chem-pre: ΤΟ ΑΡΧΑΙΟΤΕΡΟΝ (ἱδρυθὲν τῷ 1873) [289, 851, 514, 864]
article-paragraph: Ὁ κ. Ρόκας, γνωστὸς διὰ τὰ Βενιζελικὰ του φρονήματα, ἐξεγέρθη ἐν τούτοις ὅλην τὴν σημασίαν τῆς καταστάσεως. Διὰ τοῦτο ἔσπευσε νὰ εἰδοποιήσῃ τοὺς στασιαστὰς ὅτι τὸ φρουραρχεῖον θὰ ἀντισταθῇ εἰς πᾶσαν ἀπόπειραν ἐπιθέσεως. [780, 473, 1012, 583]
article-paragraph: καὶ ἐκεῖνοι ἀντελαμβάνοντο τὸ ἐπίδοσιν ὡς σοβαρώτατον κίνδυνον. [1271, 337, 1519, 368]
side-subheading: ΚΑΤΑ ΤΩΝ ΒΟΥΛΓΑΡΩΝ [79, 259, 219, 271]
cig-heading: ΜΑΡΟΥΛΗ [308, 1694, 495, 1729]
editor-label: ΥΠΕΥΘΥΝΟΣ ΣΥΝΤΑΚΤΗΣ [56, 97, 242, 111]
